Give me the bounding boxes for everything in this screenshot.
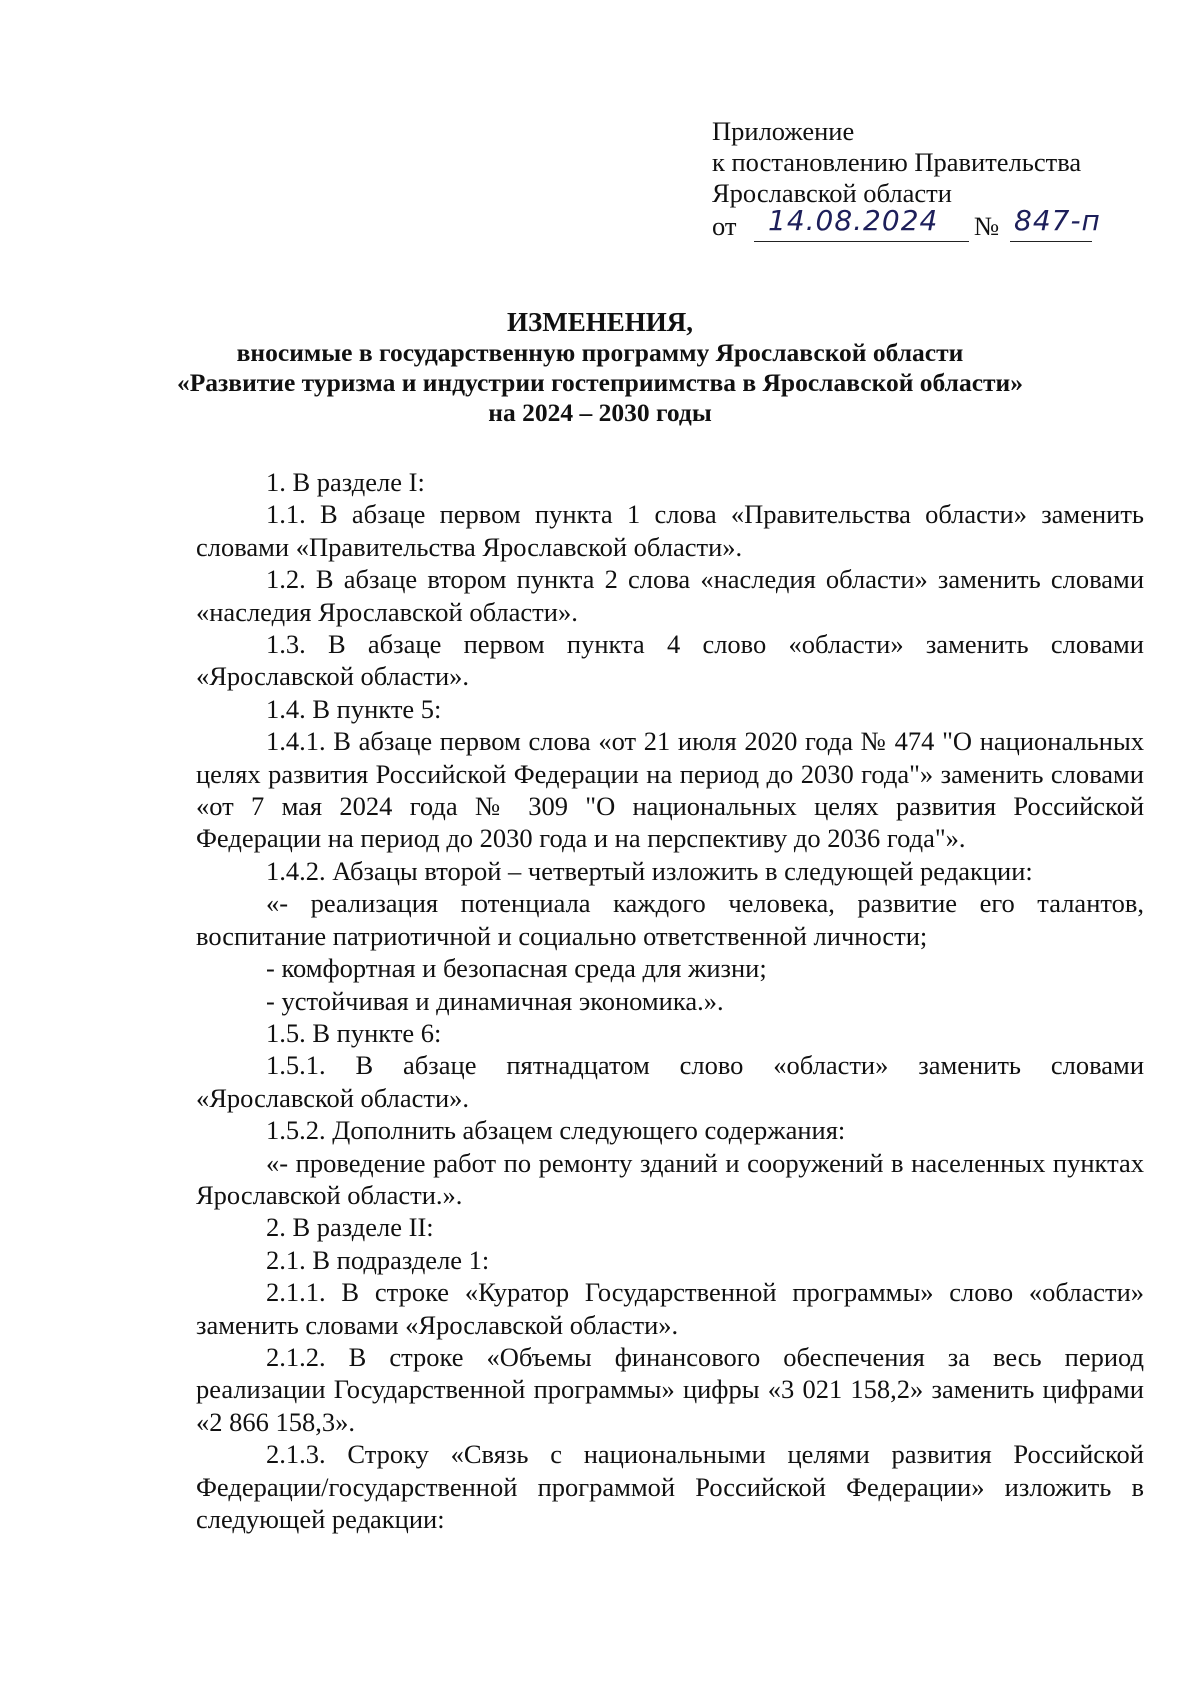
paragraph: 1.5.1. В абзаце пятнадцатом слово «области» заменить словами «Ярославской области».	[196, 1050, 1144, 1113]
paragraph: 1.4.1. В абзаце первом слова «от 21 июля 2020 года № 474 "О национальных целях развития Российской Федерации на период до 2030 года"» заменить словами «от 7 мая 2024 года № 309 "О национальных целях развития Российской Федерации на период до 2030 года и на перспективу до 2036 года"».	[196, 726, 1144, 854]
title-subtitle-line-1: вносимые в государственную программу Ярославской области	[236, 338, 964, 367]
paragraph: 1.1. В абзаце первом пункта 1 слова «Правительства области» заменить словами «Правительства Ярославской области».	[196, 499, 1144, 562]
appendix-resolution-label: к постановлению Правительства	[712, 147, 1082, 177]
paragraph: 1.5. В пункте 6:	[266, 1017, 442, 1048]
handwritten-date: 14.08.2024	[768, 204, 939, 237]
appendix-label: Приложение	[712, 116, 855, 146]
paragraph: 2.1.1. В строке «Куратор Государственной программы» слово «области» заменить словами «Ярославской области».	[196, 1277, 1144, 1340]
title-subtitle-line-2: «Развитие туризма и индустрии гостеприимства в Ярославской области»	[176, 368, 1023, 397]
paragraph: - устойчивая и динамичная экономика.».	[266, 985, 724, 1016]
paragraph: «- реализация потенциала каждого человека, развитие его талантов, воспитание патриотичной и социально ответственной личности;	[196, 888, 1144, 951]
paragraph: 1.4.2. Абзацы второй – четвертый изложить в следующей редакции:	[266, 855, 1033, 886]
document-title	[100, 306, 1100, 428]
date-field	[754, 204, 969, 242]
paragraph: 2.1.2. В строке «Объемы финансового обеспечения за весь период реализации Государственной программы» цифры «3 021 158,2» заменить цифрами «2 866 158,3».	[196, 1341, 1144, 1437]
paragraph: 1.4. В пункте 5:	[266, 693, 442, 724]
number-sign: №	[974, 211, 1000, 241]
paragraph: «- проведение работ по ремонту зданий и сооружений в населенных пунктах Ярославской области.».	[196, 1147, 1144, 1210]
date-prefix: от	[712, 211, 737, 241]
paragraph: 1.5.2. Дополнить абзацем следующего содержания:	[266, 1115, 846, 1146]
paragraph: 1.3. В абзаце первом пункта 4 слово «области» заменить словами «Ярославской области».	[196, 629, 1144, 692]
paragraph: 1.2. В абзаце втором пункта 2 слова «наследия области» заменить словами «наследия Ярославской области».	[196, 564, 1144, 627]
number-field	[1010, 204, 1101, 242]
document-body	[196, 466, 1144, 1535]
title-main: ИЗМЕНЕНИЯ,	[506, 307, 693, 337]
paragraph: 2.1.3. Строку «Связь с национальными целями развития Российской Федерации/государственной программой Российской Федерации» изложить в следующей редакции:	[196, 1439, 1144, 1534]
date-number-line	[712, 204, 1101, 243]
paragraph: 2. В разделе II:	[266, 1212, 434, 1243]
appendix-region-label: Ярославской области	[712, 178, 952, 208]
paragraph: 2.1. В подразделе 1:	[266, 1244, 490, 1275]
paragraph: - комфортная и безопасная среда для жизни;	[266, 953, 767, 984]
title-subtitle-line-3: на 2024 – 2030 годы	[488, 398, 712, 427]
handwritten-number: 847-п	[1014, 204, 1101, 237]
paragraph: 1. В разделе I:	[266, 467, 425, 497]
appendix-header	[712, 116, 1101, 243]
